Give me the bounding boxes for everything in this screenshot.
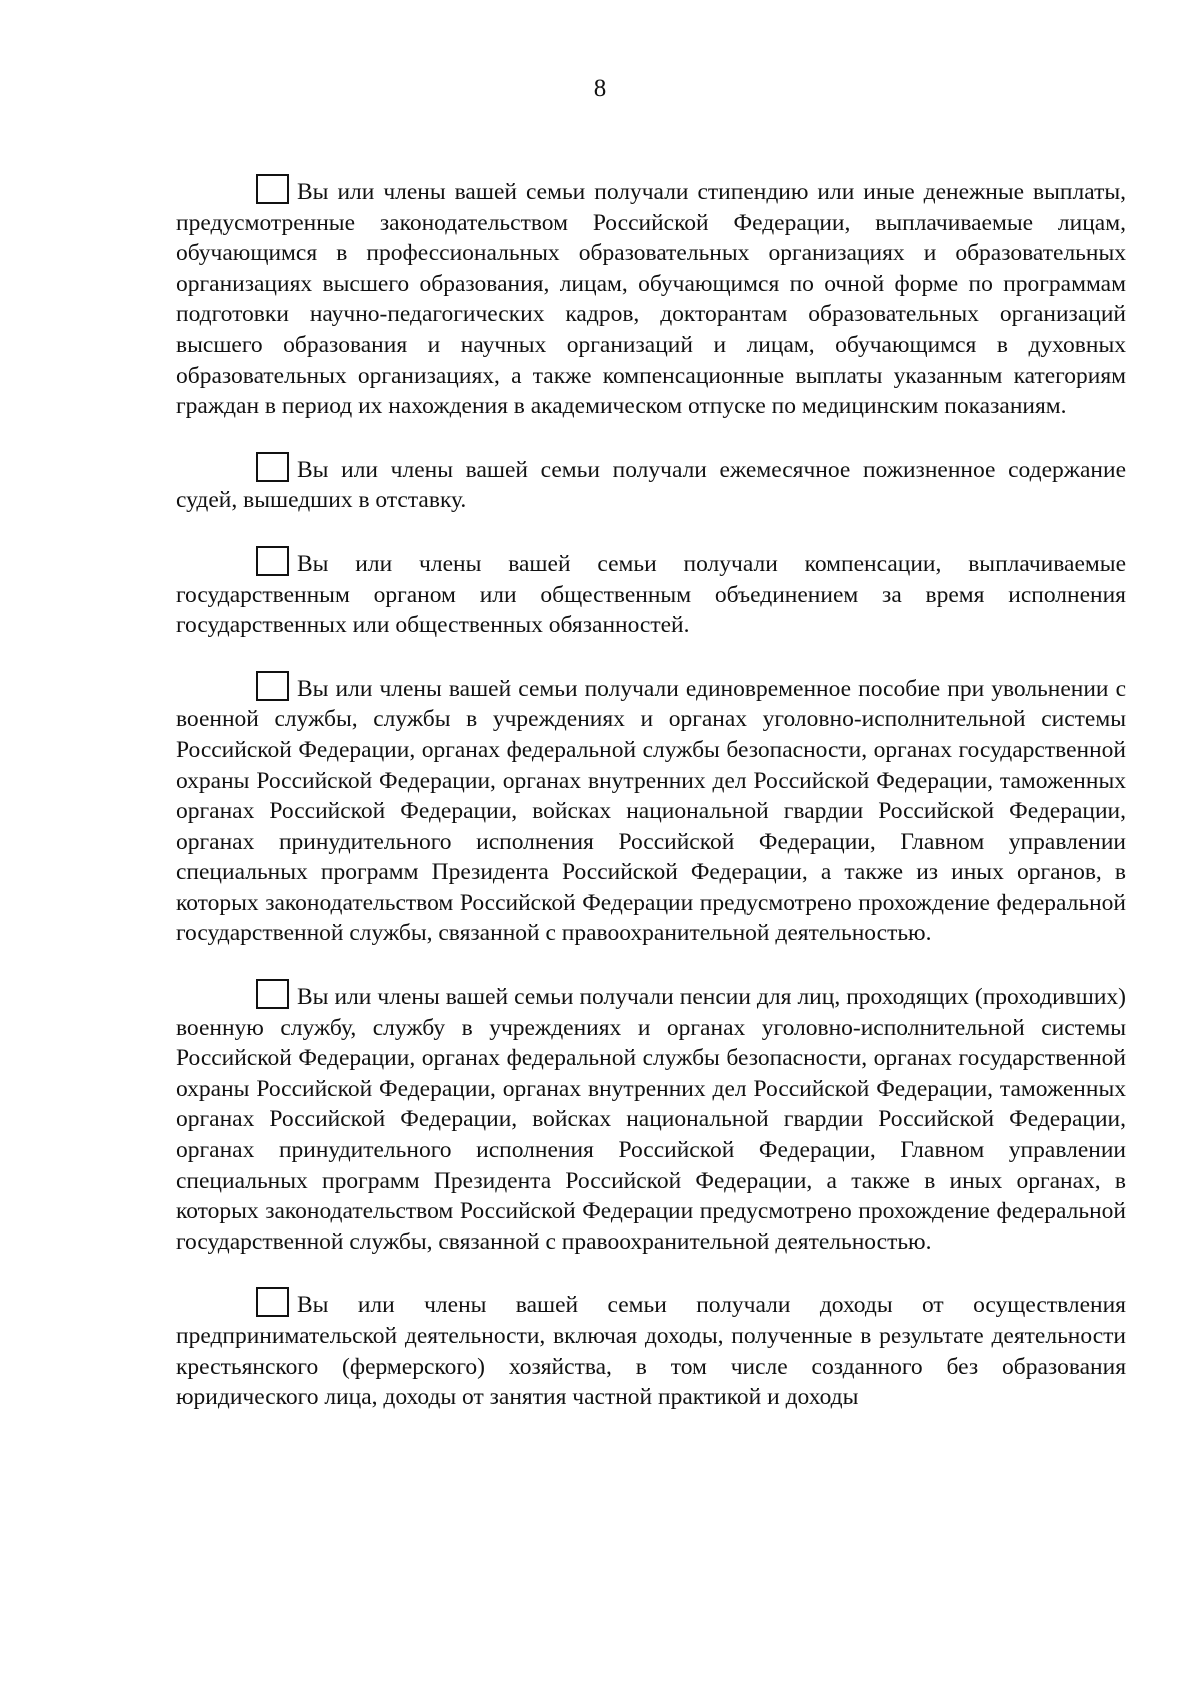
checkbox[interactable] [256,1287,289,1317]
checklist-item-compensation [176,546,1126,641]
checklist-item-scholarship [176,174,1126,422]
page-number: 8 [593,75,607,102]
checklist-item-service-pension [176,979,1126,1257]
checkbox[interactable] [256,452,289,482]
checklist-item-text: Вы или члены вашей семьи получали доходы от осуществления предпринимательской деятельности, включая доходы, полученные в результате деятельности крестьянского (фермерского) хозяйства, в том числе созданного без образования юридического лица, доходы от занятия частной практикой и доходы [176,1292,1126,1411]
checklist [176,174,1126,1413]
checkbox[interactable] [256,174,289,204]
checklist-item-text: Вы или члены вашей семьи получали ежемесячное пожизненное содержание судей, вышедших в отставку. [176,456,1126,514]
checklist-item-business-income [176,1287,1126,1412]
checklist-item-judges-allowance [176,452,1126,516]
checklist-item-text: Вы или члены вашей семьи получали компенсации, выплачиваемые государственным органом или общественным объединением за время исполнения государственных или общественных обязанностей. [176,550,1126,639]
checklist-item-text: Вы или члены вашей семьи получали стипендию или иные денежные выплаты, предусмотренные законодательством Российской Федерации, выплачиваемые лицам, обучающимся в профессиональных образовательных организациях и образовательных организациях высшего образования, лицам, обучающимся по очной форме по программам подготовки научно-педагогических кадров, докторантам образовательных организаций высшего образования и научных организаций и лицам, обучающимся в духовных образовательных организациях, а также компенсационные выплаты указанным категориям граждан в период их нахождения в академическом отпуске по медицинским показаниям. [176,179,1126,420]
checkbox[interactable] [256,546,289,576]
checklist-item-severance-benefit [176,671,1126,949]
checkbox[interactable] [256,671,289,701]
checkbox[interactable] [256,979,289,1009]
checklist-item-text: Вы или члены вашей семьи получали единовременное пособие при увольнении с военной службы, службы в учреждениях и органах уголовно-исполнительной системы Российской Федерации, органах федеральной службы безопасности, органах государственной охраны Российской Федерации, органах внутренних дел Российской Федерации, таможенных органах Российской Федерации, войсках национальной гвардии Российской Федерации, органах принудительного исполнения Российской Федерации, Главном управлении специальных программ Президента Российской Федерации, а также из иных органов, в которых законодательством Российской Федерации предусмотрено прохождение федеральной государственной службы, связанной с правоохранительной деятельностью. [176,675,1126,947]
checklist-item-text: Вы или члены вашей семьи получали пенсии для лиц, проходящих (проходивших) военную службу, службу в учреждениях и органах уголовно-исполнительной системы Российской Федерации, органах федеральной службы безопасности, органах государственной охраны Российской Федерации, органах внутренних дел Российской Федерации, таможенных органах Российской Федерации, войсках национальной гвардии Российской Федерации, органах принудительного исполнения Российской Федерации, Главном управлении специальных программ Президента Российской Федерации, а также в иных органах, в которых законодательством Российской Федерации предусмотрено прохождение федеральной государственной службы, связанной с правоохранительной деятельностью. [176,984,1126,1255]
